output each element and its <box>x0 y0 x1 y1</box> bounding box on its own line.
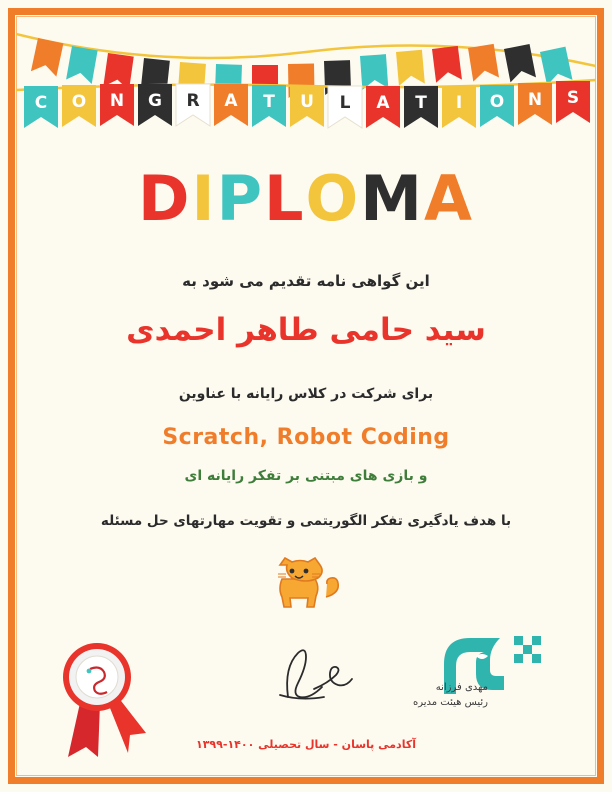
diploma-letter-l: L <box>264 162 306 235</box>
diploma-letter-o: O <box>305 162 361 235</box>
recipient-name: سید حامی طاهر احمدی <box>126 312 486 348</box>
svg-text:O: O <box>489 92 505 112</box>
signature-name: مهدی فرزانه <box>435 682 488 693</box>
svg-text:T: T <box>415 93 427 113</box>
presented-to-line: این گواهی نامه تقدیم می شود به <box>182 272 430 290</box>
congratulations-bunting <box>16 16 596 141</box>
svg-text:T: T <box>263 92 275 112</box>
svg-text:N: N <box>527 90 543 110</box>
svg-text:N: N <box>109 91 125 111</box>
svg-text:A: A <box>224 91 238 111</box>
certificate-footer: آکادمی پاسان - سال تحصیلی ۱۴۰۰-۱۳۹۹ <box>196 738 416 751</box>
svg-text:L: L <box>339 93 351 113</box>
svg-text:O: O <box>71 92 87 112</box>
svg-text:U: U <box>300 92 314 112</box>
diploma-letter-m: M <box>360 162 424 235</box>
signature-role: رئیس هیئت مدیره <box>412 697 488 708</box>
course-subtitle-line: و بازی های مبتنی بر تفکر رایانه ای <box>184 468 428 484</box>
svg-text:G: G <box>148 91 162 111</box>
course-goal-line: با هدف یادگیری تفکر الگوریتمی و تقویت مهارتهای حل مسئله <box>100 513 512 529</box>
svg-text:A: A <box>376 93 390 113</box>
svg-text:C: C <box>34 93 48 113</box>
svg-text:I: I <box>455 93 463 113</box>
course-title: Scratch, Robot Coding <box>162 425 450 450</box>
diploma-letter-a: A <box>423 162 474 235</box>
scratch-cat-icon <box>266 557 346 619</box>
svg-text:R: R <box>186 91 200 111</box>
svg-text:S: S <box>566 88 580 108</box>
diploma-letter-d: D <box>138 162 192 235</box>
reason-line: برای شرکت در کلاس رایانه با عناوین <box>178 386 434 402</box>
diploma-letter-p: P <box>216 162 265 235</box>
diploma-heading <box>0 162 612 235</box>
academy-logo-icon <box>440 626 545 706</box>
diploma-letter-i: I <box>191 162 217 235</box>
